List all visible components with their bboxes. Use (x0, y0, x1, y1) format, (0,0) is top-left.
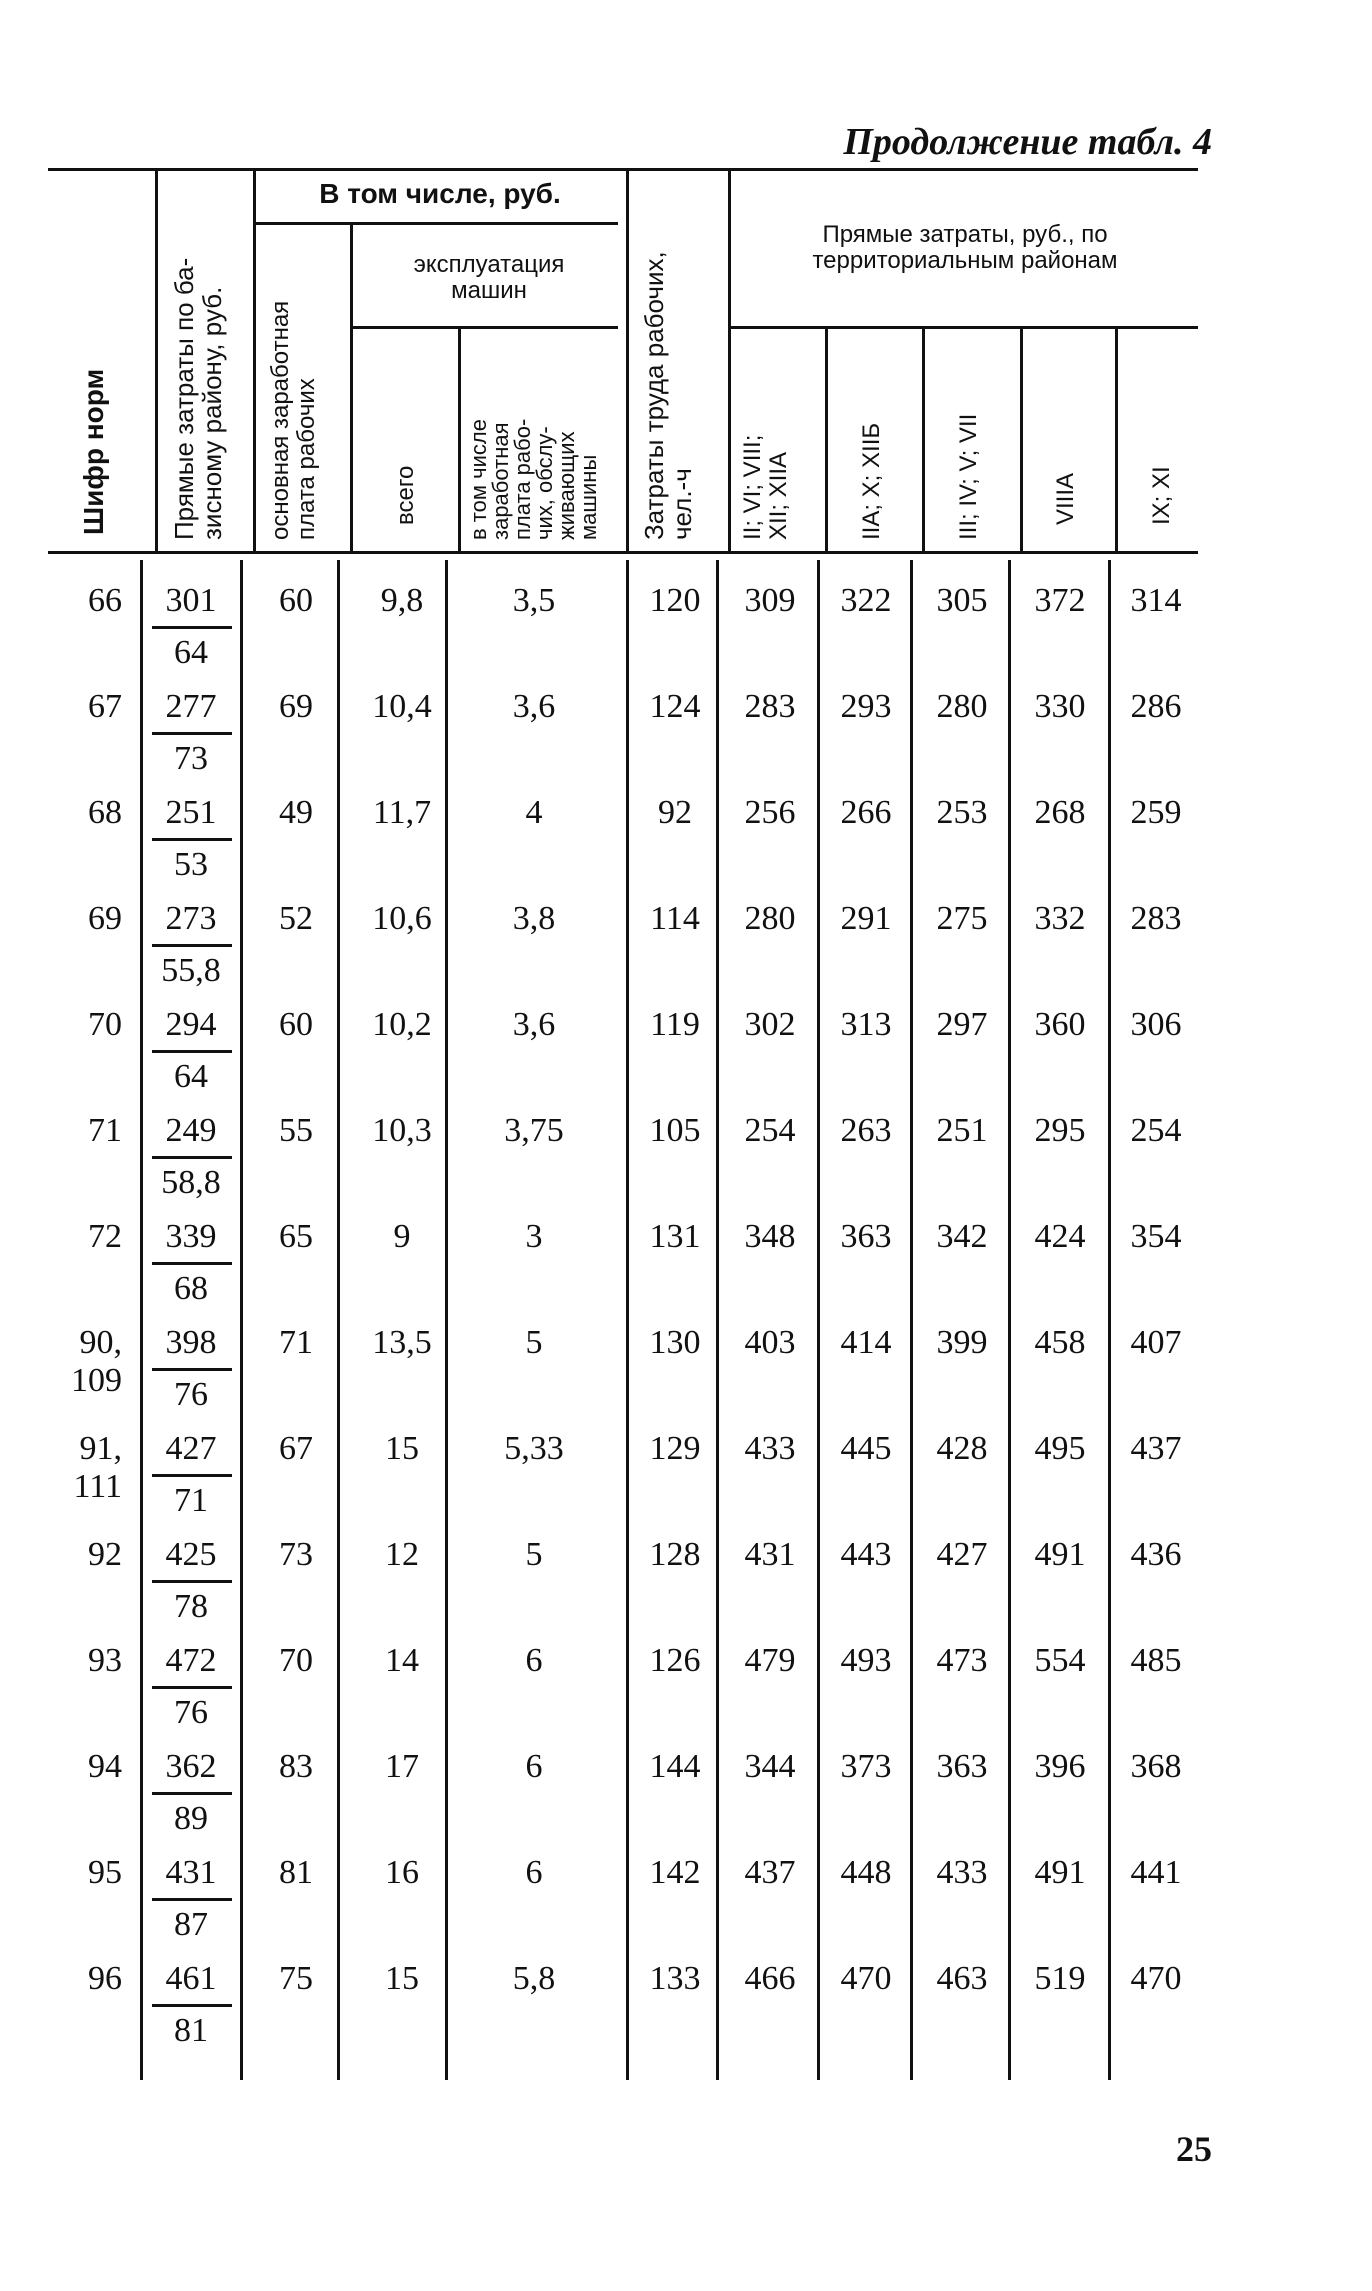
header-code: Шифр норм (78, 368, 109, 535)
row-code: 69 (88, 900, 122, 937)
header-labor: Затраты труда рабочих, чел.-ч (639, 251, 697, 540)
direct-base-value: 461 (165, 1960, 217, 1997)
cell-r2: 291 (840, 900, 892, 937)
cell-r4: 332 (1034, 900, 1086, 937)
cell-mach-total: 15 (385, 1960, 419, 1997)
base-wages-value: 55,8 (161, 952, 221, 989)
header-direct-base: Прямые затраты по ба- зисному району, руб. (169, 257, 227, 540)
cell-mach-wages: 3,75 (504, 1112, 564, 1149)
cell-r5: 485 (1130, 1642, 1182, 1679)
cell-r3: 363 (936, 1748, 988, 1785)
cell-r2: 493 (840, 1642, 892, 1679)
direct-base-value: 472 (165, 1642, 217, 1679)
header-bottom-rule (48, 551, 1198, 554)
cell-wages: 83 (279, 1748, 313, 1785)
base-wages-value: 73 (174, 740, 208, 777)
cell-r1: 479 (744, 1642, 796, 1679)
cell-labor: 144 (649, 1748, 701, 1785)
base-wages-value: 81 (174, 2012, 208, 2049)
body-vline-1 (140, 560, 143, 2080)
base-wages-value: 87 (174, 1906, 208, 1943)
cell-r4: 491 (1034, 1854, 1086, 1891)
header-vline-6 (728, 168, 731, 551)
cell-r5: 259 (1130, 794, 1182, 831)
cell-r2: 448 (840, 1854, 892, 1891)
cell-r1: 256 (744, 794, 796, 831)
fraction-bar (152, 1368, 232, 1371)
cell-r1: 433 (744, 1430, 796, 1467)
row-code: 72 (88, 1218, 122, 1255)
cell-wages: 49 (279, 794, 313, 831)
row-code: 96 (88, 1960, 122, 1997)
row-code: 70 (88, 1006, 122, 1043)
cell-labor: 92 (658, 794, 692, 831)
cell-r5: 314 (1130, 582, 1182, 619)
header-vline-8 (922, 326, 925, 551)
row-code: 71 (88, 1112, 122, 1149)
direct-base-value: 339 (165, 1218, 217, 1255)
cell-wages: 60 (279, 1006, 313, 1043)
cell-r3: 305 (936, 582, 988, 619)
table-top-rule (48, 168, 1198, 171)
cell-r2: 263 (840, 1112, 892, 1149)
cell-mach-total: 10,2 (372, 1006, 432, 1043)
base-wages-value: 78 (174, 1588, 208, 1625)
cell-wages: 65 (279, 1218, 313, 1255)
cell-r1: 309 (744, 582, 796, 619)
cell-r5: 437 (1130, 1430, 1182, 1467)
direct-base-value: 273 (165, 900, 217, 937)
cell-r1: 437 (744, 1854, 796, 1891)
body-vline-3 (337, 560, 340, 2080)
cell-r5: 254 (1130, 1112, 1182, 1149)
cell-wages: 71 (279, 1324, 313, 1361)
row-code: 92 (88, 1536, 122, 1573)
cell-mach-wages: 3 (525, 1218, 543, 1255)
including-rule (253, 222, 618, 225)
cell-mach-total: 17 (385, 1748, 419, 1785)
cell-mach-total: 14 (385, 1642, 419, 1679)
cell-mach-wages: 6 (525, 1854, 543, 1891)
header-vline-1 (155, 168, 158, 551)
cell-r5: 286 (1130, 688, 1182, 725)
direct-base-value: 294 (165, 1006, 217, 1043)
header-vline-10 (1115, 326, 1118, 551)
cell-labor: 130 (649, 1324, 701, 1361)
header-vline-2 (253, 168, 256, 551)
cell-mach-total: 15 (385, 1430, 419, 1467)
cell-r1: 403 (744, 1324, 796, 1361)
row-code: 93 (88, 1642, 122, 1679)
fraction-bar (152, 838, 232, 841)
cell-r2: 443 (840, 1536, 892, 1573)
cell-labor: 105 (649, 1112, 701, 1149)
row-code: 67 (88, 688, 122, 725)
direct-base-value: 277 (165, 688, 217, 725)
cell-labor: 120 (649, 582, 701, 619)
cell-mach-total: 12 (385, 1536, 419, 1573)
cell-r3: 463 (936, 1960, 988, 1997)
row-code: 95 (88, 1854, 122, 1891)
cell-labor: 124 (649, 688, 701, 725)
cell-mach-wages: 3,6 (512, 1006, 556, 1043)
cell-r4: 491 (1034, 1536, 1086, 1573)
header-wages: основная заработная плата рабочих (267, 300, 320, 540)
cell-r5: 470 (1130, 1960, 1182, 1997)
cell-r4: 495 (1034, 1430, 1086, 1467)
row-code: 90, 109 (71, 1324, 122, 1399)
row-code: 68 (88, 794, 122, 831)
cell-r2: 470 (840, 1960, 892, 1997)
cell-r3: 280 (936, 688, 988, 725)
body-vline-5 (626, 560, 629, 2080)
cell-r3: 297 (936, 1006, 988, 1043)
cell-r1: 348 (744, 1218, 796, 1255)
cell-r5: 283 (1130, 900, 1182, 937)
row-code: 94 (88, 1748, 122, 1785)
cell-r2: 313 (840, 1006, 892, 1043)
cell-r1: 254 (744, 1112, 796, 1149)
cell-r2: 322 (840, 582, 892, 619)
header-region-col-1: II; VI; VIII; XII; XIIА (739, 434, 792, 540)
row-code: 91, 111 (73, 1430, 122, 1505)
base-wages-value: 76 (174, 1376, 208, 1413)
cell-wages: 70 (279, 1642, 313, 1679)
cell-r1: 431 (744, 1536, 796, 1573)
body-vline-9 (1008, 560, 1011, 2080)
base-wages-value: 64 (174, 1058, 208, 1095)
fraction-bar (152, 1792, 232, 1795)
cell-r2: 373 (840, 1748, 892, 1785)
cell-r3: 427 (936, 1536, 988, 1573)
header-including: В том числе, руб. (319, 178, 561, 209)
header-vline-7 (825, 326, 828, 551)
base-wages-value: 64 (174, 634, 208, 671)
cell-mach-wages: 4 (525, 794, 543, 831)
direct-base-value: 301 (165, 582, 217, 619)
cell-mach-wages: 5 (525, 1536, 543, 1573)
direct-base-value: 362 (165, 1748, 217, 1785)
header-region-col-2: IIА; X; XIIБ (858, 422, 885, 540)
cell-labor: 129 (649, 1430, 701, 1467)
cell-r3: 251 (936, 1112, 988, 1149)
fraction-bar (152, 1580, 232, 1583)
cell-r1: 344 (744, 1748, 796, 1785)
header-machines: эксплуатация машин (413, 251, 565, 304)
fraction-bar (152, 2004, 232, 2007)
header-vline-5 (626, 168, 629, 551)
cell-labor: 119 (650, 1006, 700, 1043)
direct-base-value: 427 (165, 1430, 217, 1467)
cell-labor: 131 (649, 1218, 701, 1255)
header-vline-4 (458, 326, 461, 551)
fraction-bar (152, 944, 232, 947)
cell-mach-total: 16 (385, 1854, 419, 1891)
cell-wages: 52 (279, 900, 313, 937)
cell-r2: 293 (840, 688, 892, 725)
base-wages-value: 71 (174, 1482, 208, 1519)
cell-r3: 428 (936, 1430, 988, 1467)
cell-r2: 445 (840, 1430, 892, 1467)
base-wages-value: 76 (174, 1694, 208, 1731)
header-machines-total: всего (392, 465, 419, 525)
cell-r2: 414 (840, 1324, 892, 1361)
cell-r4: 396 (1034, 1748, 1086, 1785)
body-vline-2 (240, 560, 243, 2080)
cell-r5: 368 (1130, 1748, 1182, 1785)
cell-mach-wages: 3,6 (512, 688, 556, 725)
cell-r4: 295 (1034, 1112, 1086, 1149)
direct-base-value: 431 (165, 1854, 217, 1891)
base-wages-value: 53 (174, 846, 208, 883)
cell-r3: 253 (936, 794, 988, 831)
cell-labor: 126 (649, 1642, 701, 1679)
cell-wages: 55 (279, 1112, 313, 1149)
page-number: 25 (1176, 2129, 1212, 2169)
cell-r4: 424 (1034, 1218, 1086, 1255)
body-vline-7 (817, 560, 820, 2080)
row-code: 66 (88, 582, 122, 619)
direct-base-value: 398 (165, 1324, 217, 1361)
fraction-bar (152, 732, 232, 735)
cell-r4: 372 (1034, 582, 1086, 619)
cell-mach-total: 9,8 (380, 582, 424, 619)
cell-r5: 306 (1130, 1006, 1182, 1043)
header-vline-9 (1020, 326, 1023, 551)
cell-mach-wages: 6 (525, 1748, 543, 1785)
cell-mach-wages: 3,5 (512, 582, 556, 619)
cell-r4: 458 (1034, 1324, 1086, 1361)
base-wages-value: 89 (174, 1800, 208, 1837)
regions-rule (728, 326, 1198, 329)
cell-r4: 519 (1034, 1960, 1086, 1997)
cell-labor: 142 (649, 1854, 701, 1891)
header-region-col-5: IX; XI (1148, 466, 1175, 525)
fraction-bar (152, 1474, 232, 1477)
body-vline-6 (716, 560, 719, 2080)
cell-wages: 81 (279, 1854, 313, 1891)
cell-labor: 114 (650, 900, 700, 937)
cell-wages: 75 (279, 1960, 313, 1997)
cell-mach-total: 9 (393, 1218, 411, 1255)
direct-base-value: 425 (165, 1536, 217, 1573)
cell-mach-wages: 3,8 (512, 900, 556, 937)
cell-wages: 73 (279, 1536, 313, 1573)
cell-r2: 266 (840, 794, 892, 831)
fraction-bar (152, 626, 232, 629)
base-wages-value: 68 (174, 1270, 208, 1307)
cell-mach-total: 13,5 (372, 1324, 432, 1361)
header-regions: Прямые затраты, руб., по территориальным районам (812, 221, 1118, 274)
body-vline-8 (910, 560, 913, 2080)
header-region-col-3: III; IV; V; VII (955, 413, 982, 540)
cell-wages: 60 (279, 582, 313, 619)
cell-r4: 360 (1034, 1006, 1086, 1043)
header-region-col-4: VIIIА (1052, 472, 1079, 525)
direct-base-value: 249 (165, 1112, 217, 1149)
fraction-bar (152, 1050, 232, 1053)
cell-r5: 354 (1130, 1218, 1182, 1255)
cell-mach-total: 11,7 (372, 794, 432, 831)
cell-mach-wages: 5,8 (512, 1960, 556, 1997)
page-continuation-title: Продолжение табл. 4 (843, 121, 1212, 163)
cell-r4: 330 (1034, 688, 1086, 725)
cell-r5: 407 (1130, 1324, 1182, 1361)
cell-labor: 133 (649, 1960, 701, 1997)
header-vline-3 (350, 222, 353, 551)
fraction-bar (152, 1898, 232, 1901)
cell-r1: 302 (744, 1006, 796, 1043)
cell-r5: 436 (1130, 1536, 1182, 1573)
cell-r3: 399 (936, 1324, 988, 1361)
fraction-bar (152, 1686, 232, 1689)
cell-r3: 433 (936, 1854, 988, 1891)
cell-r5: 441 (1130, 1854, 1182, 1891)
cell-r3: 473 (936, 1642, 988, 1679)
direct-base-value: 251 (165, 794, 217, 831)
fraction-bar (152, 1262, 232, 1265)
cell-r1: 283 (744, 688, 796, 725)
cell-r4: 268 (1034, 794, 1086, 831)
cell-r2: 363 (840, 1218, 892, 1255)
cell-r3: 342 (936, 1218, 988, 1255)
cell-r4: 554 (1034, 1642, 1086, 1679)
cell-mach-wages: 5 (525, 1324, 543, 1361)
cell-wages: 67 (279, 1430, 313, 1467)
cell-mach-wages: 6 (525, 1642, 543, 1679)
fraction-bar (152, 1156, 232, 1159)
body-vline-10 (1108, 560, 1111, 2080)
cell-r1: 466 (744, 1960, 796, 1997)
cell-mach-total: 10,6 (372, 900, 432, 937)
cell-mach-total: 10,3 (372, 1112, 432, 1149)
cell-r3: 275 (936, 900, 988, 937)
base-wages-value: 58,8 (161, 1164, 221, 1201)
machines-rule (350, 326, 618, 329)
header-machines-wages: в том числе заработная плата рабо- чих, обслу- живающих машины (466, 418, 601, 540)
cell-wages: 69 (279, 688, 313, 725)
cell-mach-wages: 5,33 (504, 1430, 564, 1467)
body-vline-4 (445, 560, 448, 2080)
cell-labor: 128 (649, 1536, 701, 1573)
cell-mach-total: 10,4 (372, 688, 432, 725)
cell-r1: 280 (744, 900, 796, 937)
